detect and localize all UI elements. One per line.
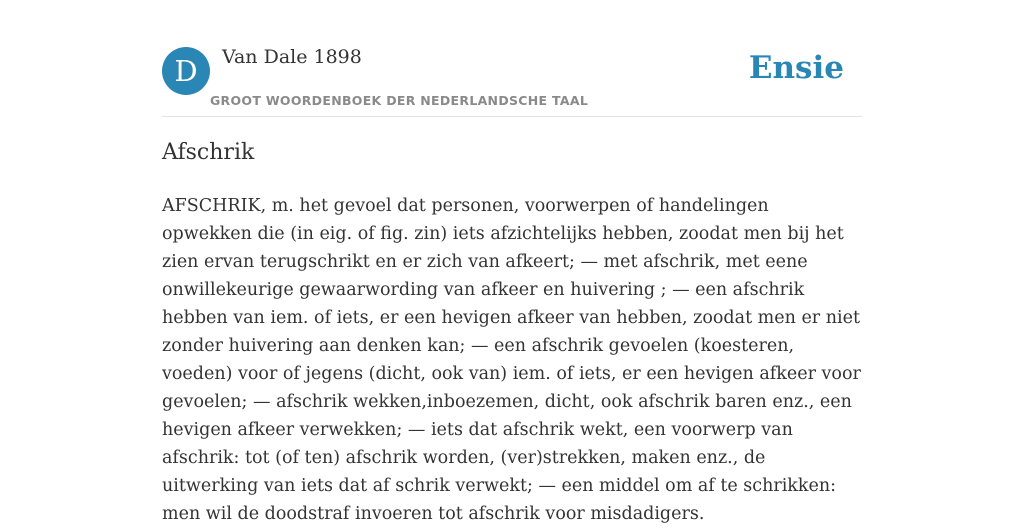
ensie-logo-link[interactable]: Ensie	[748, 50, 844, 86]
entry-definition: AFSCHRIK, m. het gevoel dat personen, voorwerpen of handelingen opwekken die (in eig. of fig. zin) iets afzichtelijks hebben, zoodat men bij het zien ervan terugschrikt en er zich van afkeert; — met afschrik, met eene onwillekeurige gewaarwording van afkeer en huivering ; — een afschrik hebben van iem. of iets, er een hevigen afkeer van hebben, zoodat men er niet zonder huivering aan denken kan; — een afschrik gevoelen (koesteren, voeden) voor of jegens (dicht, ook van) iem. of iets, er een hevigen afkeer voor gevoelen; — afschrik wekken,inboezemen, dicht, ook afschrik baren enz., een hevigen afkeer verwekken; — iets dat afschrik wekt, een voorwerp van afschrik: tot (of ten) afschrik worden, (ver)strekken, maken enz., de uitwerking van iets dat af schrik verwekt; — een middel om af te schrikken: men wil de doodstraf invoeren tot afschrik voor misdadigers.	[162, 196, 861, 524]
dictionary-subtitle: GROOT WOORDENBOEK DER NEDERLANDSCHE TAAL	[210, 93, 589, 108]
dictionary-avatar[interactable]: D	[162, 47, 210, 95]
page-header	[162, 0, 862, 117]
dictionary-title[interactable]: Van Dale 1898	[222, 46, 362, 68]
entry-title: Afschrik	[162, 140, 255, 165]
